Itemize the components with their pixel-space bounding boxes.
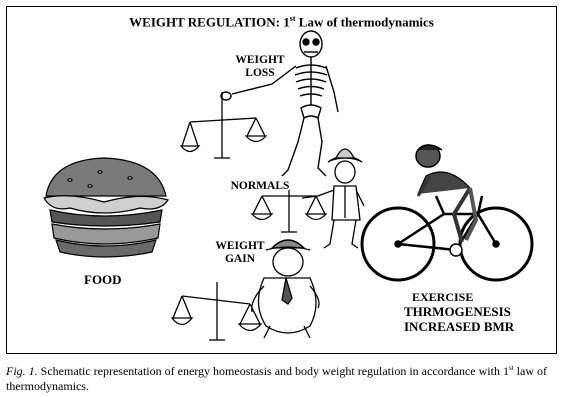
skeleton-icon bbox=[221, 31, 338, 176]
exercise-label: EXERCISE bbox=[412, 290, 474, 304]
cyclist-icon bbox=[362, 145, 532, 280]
scale-icon bbox=[172, 282, 261, 340]
bmr-label: INCREASED BMR bbox=[404, 319, 515, 334]
cowboy-icon bbox=[302, 149, 364, 248]
thermogenesis-label: THRMOGENESIS bbox=[404, 304, 511, 319]
normals-label: NORMALS bbox=[230, 180, 290, 192]
hamburger-icon bbox=[44, 158, 168, 257]
scale-icon bbox=[181, 92, 266, 158]
weight-loss-label: WEIGHT LOSS bbox=[235, 54, 285, 79]
weight-gain-label: WEIGHT GAIN bbox=[215, 240, 265, 265]
figure-title: WEIGHT REGULATION: 1st Law of thermodynamics bbox=[129, 14, 434, 30]
food-label: FOOD bbox=[84, 272, 122, 287]
figure-caption: Fig. 1. Schematic representation of energy homeostasis and body weight regulation in accordance with 1st law of thermodynamics. bbox=[6, 364, 547, 393]
